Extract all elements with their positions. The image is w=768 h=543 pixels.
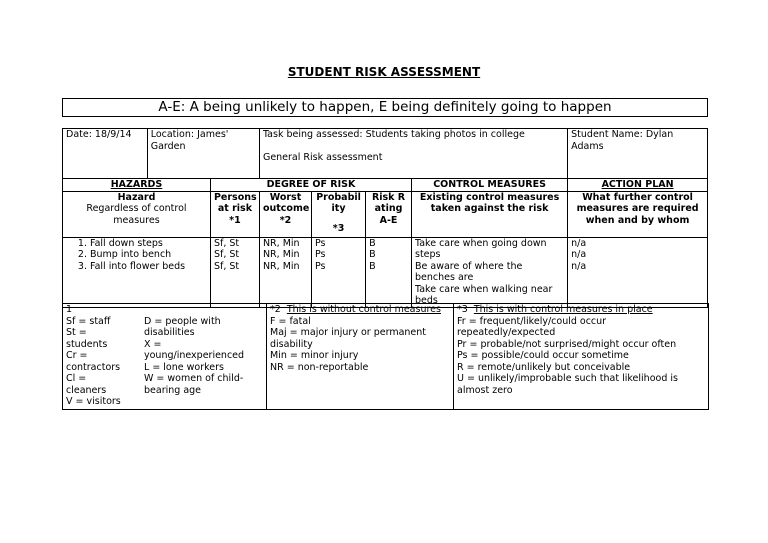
document-title: STUDENT RISK ASSESSMENT: [287, 65, 481, 79]
action-cell: [568, 237, 708, 307]
key-item: F = fatal: [270, 315, 311, 327]
worst-ref: *2: [279, 214, 292, 226]
key-item: Pr = probable/not surprised/might occur often: [457, 338, 677, 350]
key-item: Maj = major injury or permanent disability: [270, 327, 427, 350]
rating-ref: A-E: [379, 214, 398, 226]
key-item: St = students: [66, 327, 108, 350]
info-row: [63, 129, 708, 179]
worst-col-header: [259, 191, 311, 237]
controls-cell: [412, 237, 568, 307]
list-item: 1. Fall down steps: [90, 238, 207, 250]
probability-ref: *3: [332, 222, 345, 234]
persons-ref: *1: [229, 214, 241, 226]
probability-ref: *3: [457, 304, 468, 315]
persons-key: [66, 316, 263, 408]
action-value: n/a: [571, 260, 587, 272]
probability-value: Ps: [315, 249, 326, 260]
section-header-row: [63, 179, 708, 192]
risk-assessment-table: [62, 128, 708, 308]
list-item: 3. Fall into flower beds: [90, 261, 207, 273]
persons-value: Sf, St: [213, 237, 240, 249]
key-item: Fr = frequent/likely/could occur repeatedly/expected: [457, 315, 607, 338]
date-cell: Date: 18/9/14: [63, 129, 148, 179]
probability-key-heading: [457, 304, 705, 316]
key-item: U = unlikely/improbable such that likelihood is almost zero: [457, 373, 678, 396]
control-measure: Take care when walking near beds: [415, 283, 553, 306]
legend-number: 1: [66, 304, 73, 315]
hazards-header: HAZARDS: [63, 179, 211, 192]
control-measures-header: CONTROL MEASURES: [412, 179, 568, 192]
general-assessment-text: General Risk assessment: [262, 151, 383, 163]
control-measure: Take care when going down steps: [415, 237, 547, 260]
outcome-ref: *2: [270, 304, 281, 315]
key-item: V = visitors: [66, 396, 121, 407]
legend-persons: [63, 304, 267, 410]
hazard-list-cell: [63, 237, 211, 307]
task-cell: [259, 129, 567, 179]
outcome-key-heading: [270, 304, 450, 316]
key-item: NR = non-reportable: [270, 361, 369, 373]
key-item: R = remote/unlikely but conceivable: [457, 361, 631, 373]
key-item: L = lone workers: [144, 361, 224, 373]
control-measure: Be aware of where the benches are: [415, 260, 523, 283]
key-item: Ps = possible/could occur sometime: [457, 350, 629, 361]
rating-value: B: [369, 237, 376, 249]
action-value: n/a: [571, 249, 587, 260]
worst-value: NR, Min: [262, 237, 300, 249]
column-header-row: [63, 191, 708, 237]
legend-probability: [454, 304, 709, 410]
list-item: 2. Bump into bench: [90, 249, 207, 261]
probability-cell: [312, 237, 366, 307]
hazard-title: Hazard: [117, 191, 156, 203]
legend-outcome: [267, 304, 454, 410]
key-item: W = women of child-bearing age: [144, 373, 244, 396]
persons-value: Sf, St: [213, 249, 240, 260]
rating-value: B: [369, 249, 376, 260]
persons-value: Sf, St: [213, 260, 240, 272]
key-item: Min = minor injury: [270, 350, 359, 361]
worst-value: NR, Min: [262, 249, 300, 260]
location-cell: Location: James' Garden: [147, 129, 259, 179]
probability-value: Ps: [315, 260, 326, 272]
rating-scale-banner: A-E: A being unlikely to happen, E being definitely going to happen: [62, 98, 708, 117]
rating-col-header: [366, 191, 412, 237]
worst-value: NR, Min: [262, 260, 300, 272]
action-plan-header: ACTION PLAN: [568, 179, 708, 192]
key-item: Cl = cleaners: [66, 373, 107, 396]
existing-controls-header: Existing control measures taken against the risk: [412, 191, 568, 237]
probability-label: Probability: [316, 191, 361, 214]
probability-heading: This is with control measures in place: [473, 304, 653, 315]
probability-col-header: [312, 191, 366, 237]
probability-value: Ps: [315, 237, 326, 249]
hazard-subtitle: Regardless of control measures: [86, 203, 187, 226]
persons-label: Persons at risk: [213, 191, 257, 214]
worst-label: Worst outcome: [262, 191, 310, 214]
task-text: Task being assessed: Students taking photos in college: [262, 129, 525, 140]
rating-cell: [366, 237, 412, 307]
hazard-list: [66, 238, 207, 273]
degree-of-risk-header: DEGREE OF RISK: [210, 179, 411, 192]
hazard-col-header: [63, 191, 211, 237]
key-item: Sf = staff: [66, 315, 111, 327]
hazard-data-row: [63, 237, 708, 307]
persons-col-header: [210, 191, 259, 237]
further-controls-header: What further control measures are required when and by whom: [568, 191, 708, 237]
worst-cell: [259, 237, 311, 307]
outcome-heading: This is without control measures: [286, 304, 441, 315]
action-value: n/a: [571, 237, 587, 249]
rating-value: B: [369, 260, 376, 272]
legend-table: [62, 303, 709, 410]
key-item: Cr = contractors: [66, 350, 121, 373]
persons-cell: [210, 237, 259, 307]
student-name-cell: Student Name: Dylan Adams: [568, 129, 708, 179]
key-item: X = young/inexperienced: [144, 338, 245, 361]
key-item: D = people with disabilities: [144, 315, 221, 338]
rating-label: Risk Rating: [371, 191, 406, 214]
